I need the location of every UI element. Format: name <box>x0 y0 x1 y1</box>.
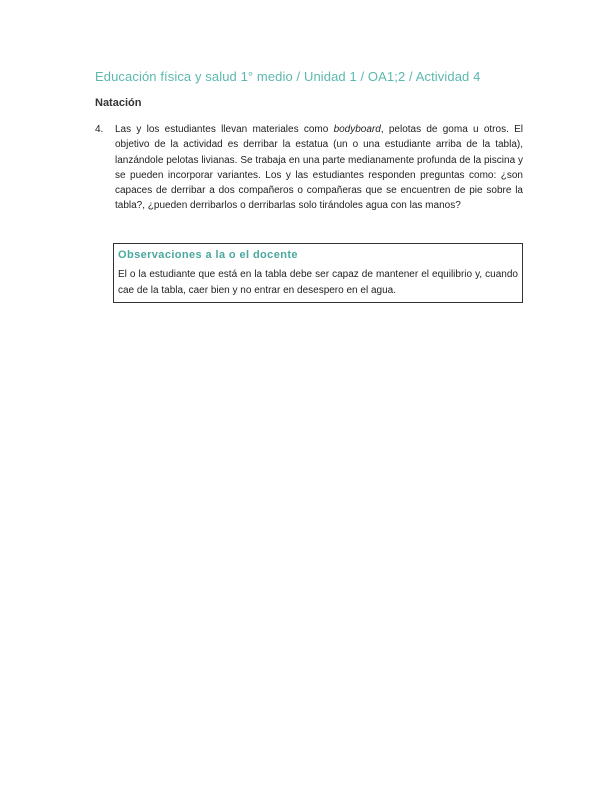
observations-title: Observaciones a la o el docente <box>118 249 298 261</box>
activity-number: 4. <box>95 124 104 135</box>
activity-text-after: , pelotas de goma u otros. El objetivo de la actividad es derribar la estatua (un o una estudiante arriba de la tabla), lanzándole pelotas livianas. Se trabaja en una parte medianamente profunda de la piscina y se pueden incorporar variantes. Los y las estudiantes responden preguntas como: ¿son capaces de derribar a dos compañeros o compañeras que se encuentren de pie sobre la tabla?, ¿pueden derribarlos o derribarlas solo tirándoles agua con las manos? <box>115 124 523 212</box>
activity-text-emphasis: bodyboard <box>333 124 381 135</box>
observations-box <box>113 243 523 303</box>
observations-text: El o la estudiante que está en la tabla debe ser capaz de mantener el equilibrio y, cuando cae de la tabla, caer bien y no entrar en desespero en el agua. <box>118 269 518 296</box>
document-breadcrumb-header: Educación física y salud 1° medio / Unidad 1 / OA1;2 / Actividad 4 <box>95 69 481 84</box>
activity-text <box>115 122 523 214</box>
section-title: Natación <box>95 97 142 109</box>
activity-text-before: Las y los estudiantes llevan materiales como <box>115 124 334 135</box>
activity-item <box>95 122 523 214</box>
